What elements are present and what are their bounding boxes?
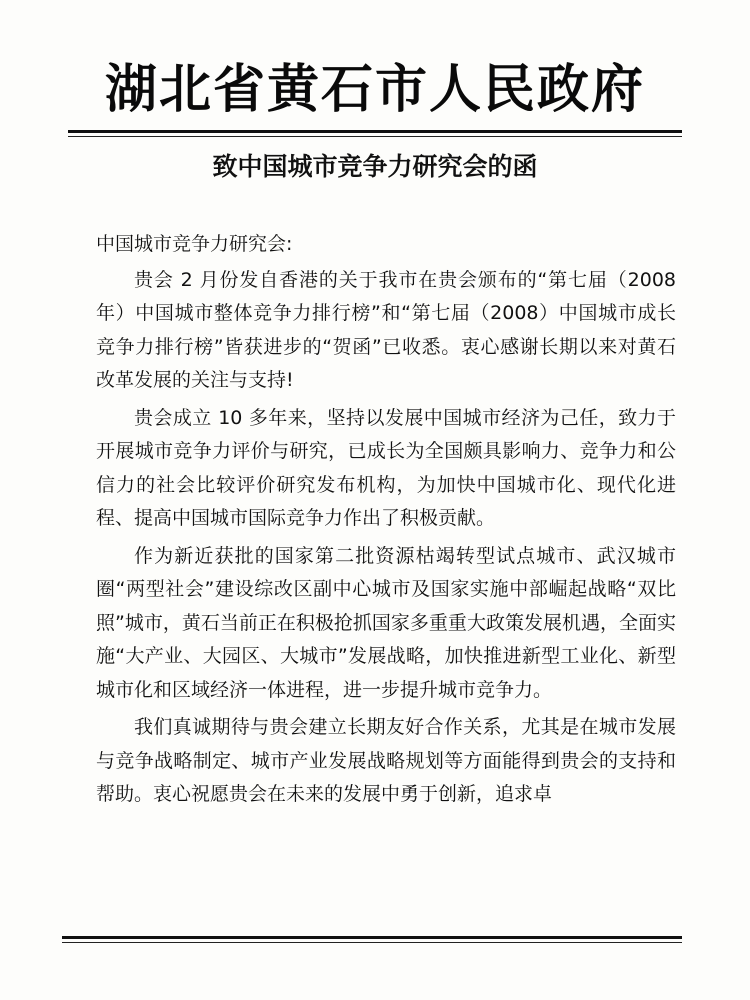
paragraph-1: 贵会 2 月份发自香港的关于我市在贵会颁布的“第七届（2008 年）中国城市整体竞争力排行榜”和“第七届（2008）中国城市成长竞争力排行榜”皆获进步的“贺函”已收悉。衷心感谢长期以来对黄石改革发展的关注与支持! bbox=[96, 268, 676, 391]
document-title: 致中国城市竞争力研究会的函 bbox=[212, 152, 538, 181]
letterhead-rule-thick bbox=[68, 130, 682, 133]
footer-rule-thick bbox=[62, 936, 682, 939]
paragraph-2: 贵会成立 10 多年来，坚持以发展中国城市经济为己任，致力于开展城市竞争力评价与研究，已成长为全国颇具影响力、竞争力和公信力的社会比较评价研究发布机构，为加快中国城市化、现代化进程、提高中国城市国际竞争力作出了积极贡献。 bbox=[96, 406, 676, 529]
letterhead-issuer: 湖北省黄石市人民政府 bbox=[104, 59, 645, 120]
paragraph-4: 我们真诚期待与贵会建立长期友好合作关系，尤其是在城市发展与竞争战略制定、城市产业发展战略规划等方面能得到贵会的支持和帮助。衷心祝愿贵会在未来的发展中勇于创新，追求卓 bbox=[96, 716, 676, 805]
salutation: 中国城市竞争力研究会: bbox=[96, 233, 293, 255]
letterhead-rule-thin bbox=[68, 136, 682, 137]
footer-rule-thin bbox=[62, 942, 682, 943]
paragraph-3: 作为新近获批的国家第二批资源枯竭转型试点城市、武汉城市圈“两型社会”建设综改区副中心城市及国家实施中部崛起战略“双比照”城市，黄石当前正在积极抢抓国家多重重大政策发展机遇，全面实施“大产业、大园区、大城市”发展战略，加快推进新型工业化、新型城市化和区域经济一体进程，进一步提升城市竞争力。 bbox=[96, 544, 676, 701]
letter-body bbox=[96, 228, 676, 816]
